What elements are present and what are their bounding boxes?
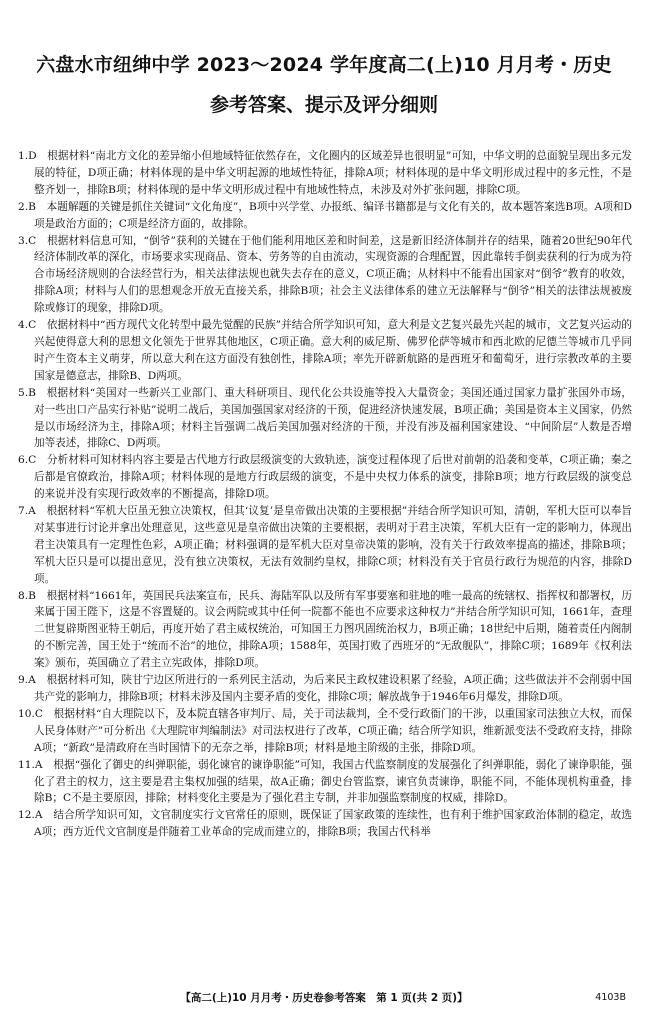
answer-item-6 (18, 452, 632, 503)
answer-number: 12. (18, 809, 35, 822)
answer-text: C 分析材料可知材料内容主要是古代地方行政层级演变的大致轨迹，演变过程体现了后世对前朝的沿袭和变革，C项正确；秦之后都是官僚政治，排除A项；材料体现的是地方行政层级的演变，不是中央权力体系的演变，排除B项；地方行政层级的演变总的来说并没有实现行政效率的不断提高，排除D项。 (28, 454, 632, 501)
answer-text: D 根据材料“南北方文化的差异缩小但地域特征依然存在，文化圈内的区域差异也很明显”可知，中华文明的总面貌呈现出多元发展的特征，D项正确；材料体现的是中华文明起源的地域性特征，排除A项；材料体现的是中华文明形成过程中的多元性，不是整齐划一，排除B项；材料体现的是中华文明形成过程中有地域性特点，未涉及对外扩张问题，排除C项。 (28, 150, 632, 196)
answer-text: C 根据材料信息可知，“倒爷”获利的关键在于他们能利用地区差和时间差，这是新旧经济体制并存的结果，随着20世纪90年代经济体制改革的深化，市场要求实现商品、资本、劳务等的自由流动，实现资源的合理配置，因此靠转手倒卖获利的行为成为符合市场经济规则的合法经营行为，相关法律法规也就失去存在的意义，C项正确；从材料中不能看出国家对“倒爷”教育的收效，排除A项；材料与人们的思想观念开放无直接关系，排除B项；社会主义法律体系的建立无法解释与“倒爷”相关的法律法规被废除或修订的现象，排除D项。 (28, 234, 632, 315)
answer-item-11 (18, 757, 632, 808)
answer-number: 11. (18, 758, 35, 771)
answer-text: A 根据材料可知，陕甘宁边区所进行的一系列民主活动，为后来民主政权建设积累了经验，A项正确；这些做法并不会削弱中国共产党的影响力，排除B项；材料未涉及国内主要矛盾的变化，排除C项；解放战争于1946年6月爆发，排除D项。 (28, 674, 632, 703)
answer-number: 10. (18, 707, 35, 720)
document-subtitle: 参考答案、提示及评分细则 (209, 94, 438, 116)
answer-text: B 根据材料“1661年，英国民兵法案宣布，民兵、海陆军队以及所有军事要塞和驻地的唯一最高的统辖权、指挥权和都署权，历来属于国王陛下，这是不容置疑的。议会两院或其中任何一院都不能也不应要求这种权力”并结合所学知识可知，1661年，查理二世复辟斯图亚特王朝后，再度开始了君主威权统治，可知国王力图巩固统治权力，B项正确；18世纪中后期，随着责任内阁制的不断完善，国王处于“统而不治”的地位，排除A项；1588年，英国打败了西班牙的“无敌舰队”，排除C项；1689年《权利法案》颁布，英国确立了君主立宪政体，排除D项。 (28, 589, 632, 670)
answer-number: 6. (18, 454, 29, 467)
answer-number: 9. (18, 674, 29, 687)
answer-item-10 (18, 706, 632, 757)
answer-number: 3. (18, 234, 29, 247)
answer-number: 7. (18, 505, 29, 518)
answer-item-1 (18, 148, 632, 199)
answer-number: 4. (18, 319, 29, 332)
answer-text: B 本题解题的关键是抓住关键词“文化角度”，B项中兴学堂、办报纸、编译书籍都是与文化有关的，故本题答案选B项。A项和D项是政治方面的；C项是经济方面的，故排除。 (28, 200, 632, 230)
answer-item-5 (18, 385, 632, 453)
answer-number: 8. (18, 589, 29, 602)
answer-item-9 (18, 672, 632, 706)
answer-number: 1. (18, 150, 29, 162)
answer-text: C 根据材料“自大理院以下，及本院直辖各审判厅、局，关于司法裁判，全不受行政衙门的干涉，以重国家司法独立大权，而保人民身体财产”可分析出《大理院审判编制法》对司法权进行了改革，C项正确；结合所学知识，维新派变法不受政府支持，排除A项；“新政”是清政府在当时国情下的无奈之举，排除B项；材料是地主阶级的主张，排除D项。 (34, 707, 632, 754)
answer-number: 2. (18, 200, 29, 213)
answer-number: 5. (18, 386, 29, 399)
answer-list (18, 148, 632, 980)
answer-item-4 (18, 317, 632, 385)
answer-text: A 根据“强化了御史的纠弹职能，弱化谏官的谏诤职能”可知，我国古代监察制度的发展强化了纠弹职能，弱化了谏诤职能，强化了君主的权力，这主要是君主集权加强的结果，故A正确；御史台管监察，谏官负责谏诤，职能不同，不能体现机构重叠，排除B；C不是主要原因，排除；材料变化主要是为了强化君主专制，并非加强监察制度的权威，排除D。 (34, 758, 632, 805)
answer-item-3 (18, 233, 632, 318)
answer-text: C 依据材料中“西方现代文化转型中最先觉醒的民族”并结合所学知识可知，意大利是文艺复兴最先兴起的城市，文艺复兴运动的兴起使得意大利的思想文化领先于世界其他地区，C项正确。意大利的威尼斯、佛罗伦萨等城市和西北欧的尼德兰等城市几乎同时产生资本主义萌芽，所以意大利在这方面没有独创性，排除A项；率先开辟新航路的是西班牙和葡萄牙，进行宗教改革的主要国家是德意志，排除B、D两项。 (28, 319, 632, 382)
answer-item-8 (18, 588, 632, 673)
answer-item-2 (18, 199, 632, 233)
answer-text: B 根据材料“美国对一些新兴工业部门、重大科研项目、现代化公共设施等投入大量资金；美国还通过国家力量扩张国外市场，对一些出口产品实行补贴”说明二战后，美国加强国家对经济的干预，促进经济快速发展，B项正确；美国是资本主义国家，仍然是以市场经济为主，排除A项；材料主旨强调二战后美国加强对经济的干预，并没有涉及福利国家建设、“中间阶层”人数是否增加等表述，排除C、D两项。 (28, 386, 632, 450)
document-code: 4103B (595, 992, 626, 1003)
page-footer: 【高二(上)10 月月考・历史卷参考答案 第 1 页(共 2 页)】 (180, 992, 468, 1004)
answer-text: A 根据材料“军机大臣虽无独立决策权，但其‘议复’是皇帝做出决策的主要根据”并结合所学知识可知，清朝，军机大臣可以奉旨对某事进行讨论并拿出处理意见，这些意见是皇帝做出决策的主要根据，表明对于君主决策，军机大臣有一定的影响力，体现出君主决策具有一定理性色彩，A项正确；材料强调的是军机大臣对皇帝决策的影响，没有关于行政效率提高的描述，排除B项；军机大臣只是可以提出意见，没有独立决策权，无法有效制约皇权，排除C项；材料没有关于官员行政行为规范的内容，排除D项。 (28, 505, 632, 585)
answer-text: A 结合所学知识可知，文官制度实行文官常任的原则，既保证了国家政策的连续性，也有利于维护国家政治体制的稳定，故选A项；西方近代文官制度是伴随着工业革命的完成而建立的，排除B项；我国古代科举 (34, 809, 632, 839)
answer-item-7 (18, 503, 632, 588)
answer-item-12 (18, 807, 632, 841)
document-title: 六盘水市纽绅中学 2023～2024 学年度高二(上)10 月月考・历史 (36, 54, 612, 76)
